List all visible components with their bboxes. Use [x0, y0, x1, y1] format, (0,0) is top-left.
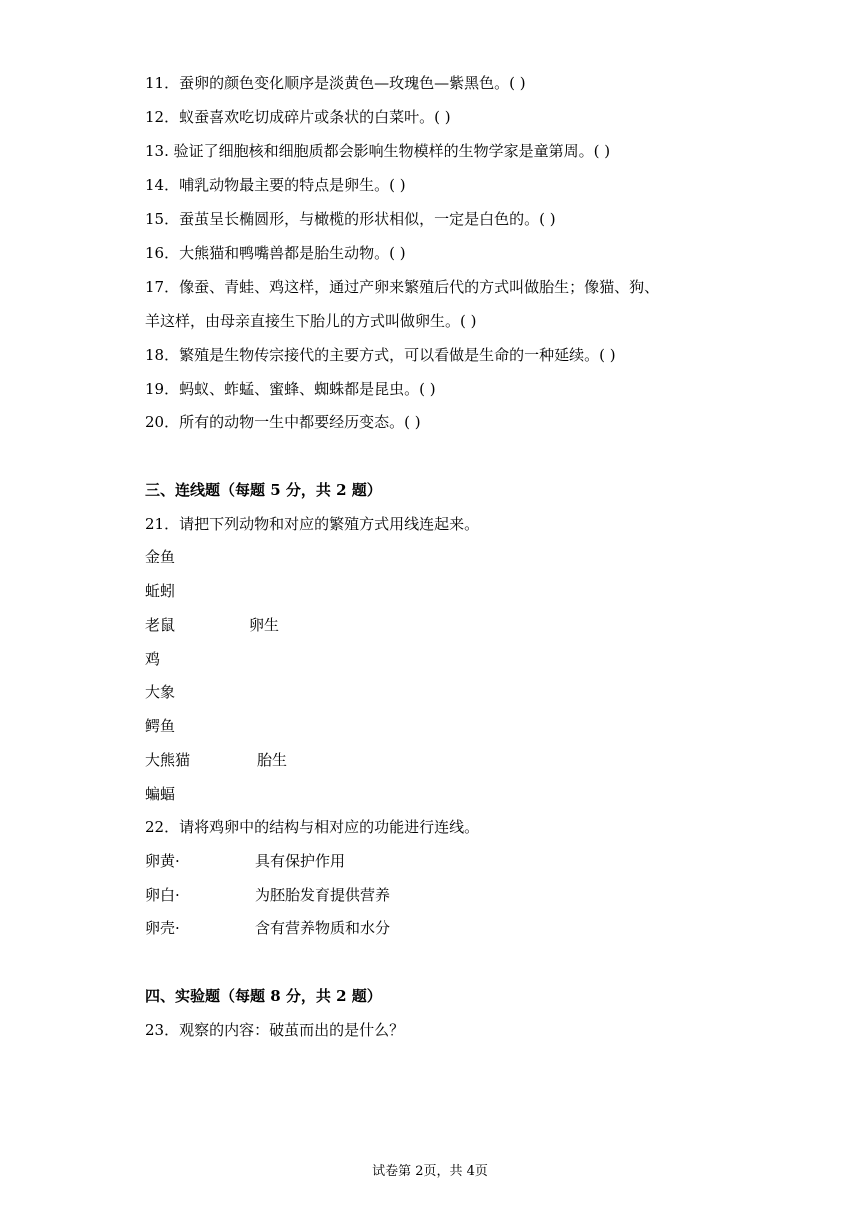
function-item: 含有营养物质和水分: [255, 919, 391, 937]
section-4-heading: 四、实验题（每题 8 分，共 2 题）: [145, 987, 382, 1005]
question-16: 16．大熊猫和鸭嘴兽都是胎生动物。( ): [145, 244, 406, 262]
page-footer: 试卷第 2页，共 4页: [372, 1164, 488, 1179]
question-17-line-1: 17．像蚕、青蛙、鸡这样，通过产卵来繁殖后代的方式叫做胎生；像猫、狗、: [145, 278, 660, 296]
question-14: 14．哺乳动物最主要的特点是卵生。( ): [145, 176, 406, 194]
question-17-line-2: 羊这样，由母亲直接生下胎儿的方式叫做卵生。( ): [145, 312, 477, 330]
animal-item: 蝙蝠: [145, 785, 176, 803]
viviparous-label: 胎生: [257, 751, 288, 769]
structure-item: 卵黄·: [145, 852, 180, 870]
structure-item: 卵壳·: [145, 919, 180, 937]
animal-item: 蚯蚓: [145, 582, 176, 600]
animal-item: 大熊猫: [145, 751, 191, 769]
question-23: 23．观察的内容：破茧而出的是什么？: [145, 1021, 405, 1039]
question-11: 11．蚕卵的颜色变化顺序是淡黄色—玫瑰色—紫黑色。( ): [145, 74, 526, 92]
function-item: 具有保护作用: [255, 852, 346, 870]
question-13: 13. 验证了细胞核和细胞质都会影响生物模样的生物学家是童第周。( ): [145, 142, 611, 160]
question-15: 15．蚕茧呈长椭圆形，与橄榄的形状相似，一定是白色的。( ): [145, 210, 556, 228]
question-20: 20．所有的动物一生中都要经历变态。( ): [145, 413, 421, 431]
question-22-prompt: 22．请将鸡卵中的结构与相对应的功能进行连线。: [145, 818, 480, 836]
animal-item: 鸡: [145, 650, 161, 668]
function-item: 为胚胎发育提供营养: [255, 886, 391, 904]
structure-item: 卵白·: [145, 886, 180, 904]
question-19: 19．蚂蚁、蚱蜢、蜜蜂、蜘蛛都是昆虫。( ): [145, 380, 436, 398]
question-18: 18．繁殖是生物传宗接代的主要方式，可以看做是生命的一种延续。( ): [145, 346, 616, 364]
question-21-prompt: 21．请把下列动物和对应的繁殖方式用线连起来。: [145, 515, 480, 533]
oviparous-label: 卵生: [249, 616, 280, 634]
animal-item: 金鱼: [145, 548, 176, 566]
animal-item: 鳄鱼: [145, 717, 176, 735]
section-3-heading: 三、连线题（每题 5 分，共 2 题）: [145, 481, 382, 499]
animal-item: 大象: [145, 683, 176, 701]
question-12: 12．蚁蚕喜欢吃切成碎片或条状的白菜叶。( ): [145, 108, 451, 126]
animal-item: 老鼠: [145, 616, 176, 634]
